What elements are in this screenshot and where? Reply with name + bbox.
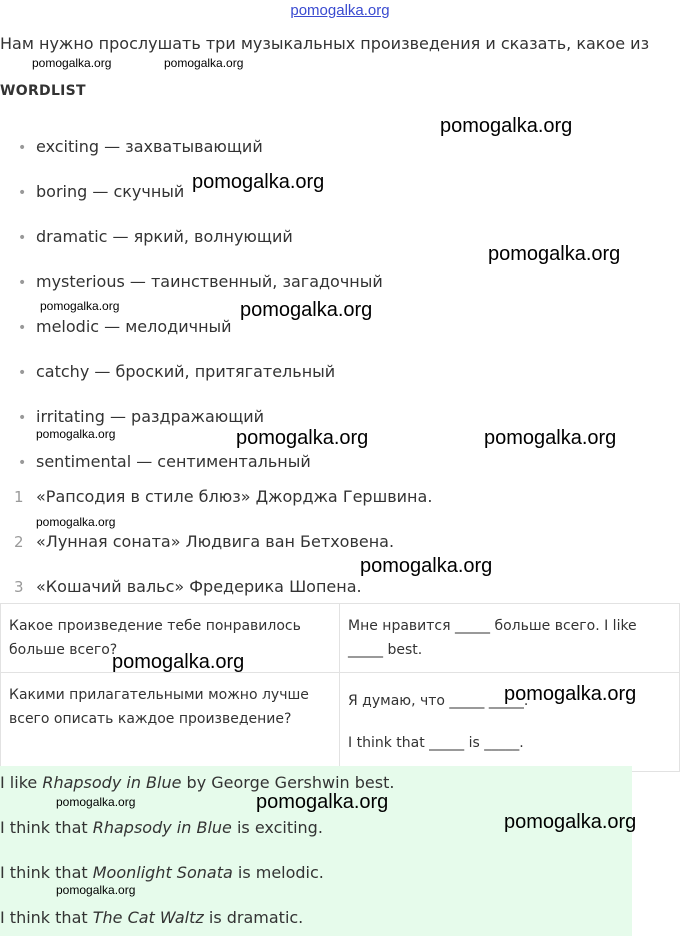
wordlist-item: [18, 227, 293, 246]
watermark: pomogalka.org: [236, 427, 369, 449]
intro-text: Нам нужно прослушать три музыкальных произведения и сказать, какое из: [0, 34, 650, 53]
piece-number: 1: [14, 488, 24, 506]
piece-title: Rhapsody in Blue: [42, 773, 182, 792]
answer-text: by George Gershwin best.: [181, 773, 395, 792]
wordlist-item: [18, 182, 184, 201]
wordlist-item: [18, 137, 263, 156]
watermark: pomogalka.org: [164, 56, 244, 70]
answer-cell-line: I think that _____ is _____.: [348, 735, 524, 751]
piece-number: 3: [14, 578, 24, 596]
watermark: pomogalka.org: [440, 115, 573, 137]
wordlist-title: WORDLIST: [0, 83, 86, 99]
bullet-icon: •: [18, 185, 27, 201]
answer-line: [0, 908, 303, 927]
bullet-icon: •: [18, 275, 27, 291]
wordlist-item-text: melodic — мелодичный: [36, 317, 232, 336]
answer-text: I think that: [0, 818, 93, 837]
wordlist-item: [18, 452, 311, 471]
piece-text: «Кошачий вальс» Фредерика Шопена.: [36, 577, 362, 596]
wordlist-item-text: catchy — броский, притягательный: [36, 362, 336, 381]
answer-text: I like: [0, 773, 43, 792]
watermark: pomogalka.org: [112, 651, 245, 673]
watermark: pomogalka.org: [504, 811, 637, 833]
question-cell: Какими прилагательными можно лучше всего описать каждое произведение?: [1, 673, 340, 772]
wordlist-item-text: exciting — захватывающий: [36, 137, 263, 156]
wordlist-item-text: mysterious — таинственный, загадочный: [36, 272, 383, 291]
wordlist-item: [18, 317, 232, 336]
table-row: [1, 604, 680, 673]
answer-line: [0, 818, 323, 837]
answer-text: is exciting.: [231, 818, 323, 837]
watermark: pomogalka.org: [56, 883, 136, 897]
piece-item: [14, 577, 362, 596]
answer-cell-line: Мне нравится _____ больше всего. I like _____ best.: [348, 618, 637, 658]
watermark: pomogalka.org: [56, 795, 136, 809]
bullet-icon: •: [18, 455, 27, 471]
answer-cell: [340, 604, 680, 673]
wordlist-item-text: sentimental — сентиментальный: [36, 452, 311, 471]
answer-cell-line: Я думаю, что _____ _____.: [348, 693, 529, 709]
watermark: pomogalka.org: [192, 171, 325, 193]
answer-text: is melodic.: [232, 863, 324, 882]
watermark: pomogalka.org: [504, 683, 637, 705]
piece-title: The Cat Waltz: [92, 908, 204, 927]
watermark: pomogalka.org: [40, 299, 120, 313]
bullet-icon: •: [18, 140, 27, 156]
piece-title: Moonlight Sonata: [92, 863, 233, 882]
answer-text: is dramatic.: [203, 908, 304, 927]
answer-line: [0, 773, 394, 792]
piece-item: [14, 487, 432, 506]
watermark: pomogalka.org: [36, 515, 116, 529]
answer-line: [0, 863, 324, 882]
watermark: pomogalka.org: [484, 427, 617, 449]
piece-number: 2: [14, 533, 24, 551]
piece-text: «Лунная соната» Людвига ван Бетховена.: [36, 532, 395, 551]
wordlist-item: [18, 272, 383, 291]
watermark: pomogalka.org: [360, 555, 493, 577]
piece-item: [14, 532, 394, 551]
wordlist-item-text: dramatic — яркий, волнующий: [36, 227, 293, 246]
answer-text: I think that: [0, 908, 93, 927]
bullet-icon: •: [18, 230, 27, 246]
wordlist-item: [18, 407, 264, 426]
watermark: pomogalka.org: [240, 299, 373, 321]
answer-text: I think that: [0, 863, 93, 882]
watermark: pomogalka.org: [256, 791, 389, 813]
piece-title: Rhapsody in Blue: [92, 818, 232, 837]
watermark: pomogalka.org: [488, 243, 621, 265]
site-header-link[interactable]: pomogalka.org: [290, 2, 390, 19]
bullet-icon: •: [18, 320, 27, 336]
piece-text: «Рапсодия в стиле блюз» Джорджа Гершвина.: [36, 487, 433, 506]
watermark: pomogalka.org: [36, 427, 116, 441]
bullet-icon: •: [18, 410, 27, 426]
wordlist-item-text: boring — скучный: [36, 182, 185, 201]
watermark: pomogalka.org: [32, 56, 112, 70]
bullet-icon: •: [18, 365, 27, 381]
wordlist-item-text: irritating — раздражающий: [36, 407, 265, 426]
wordlist-item: [18, 362, 335, 381]
question-cell: Какое произведение тебе понравилось больше всего?: [1, 604, 340, 673]
